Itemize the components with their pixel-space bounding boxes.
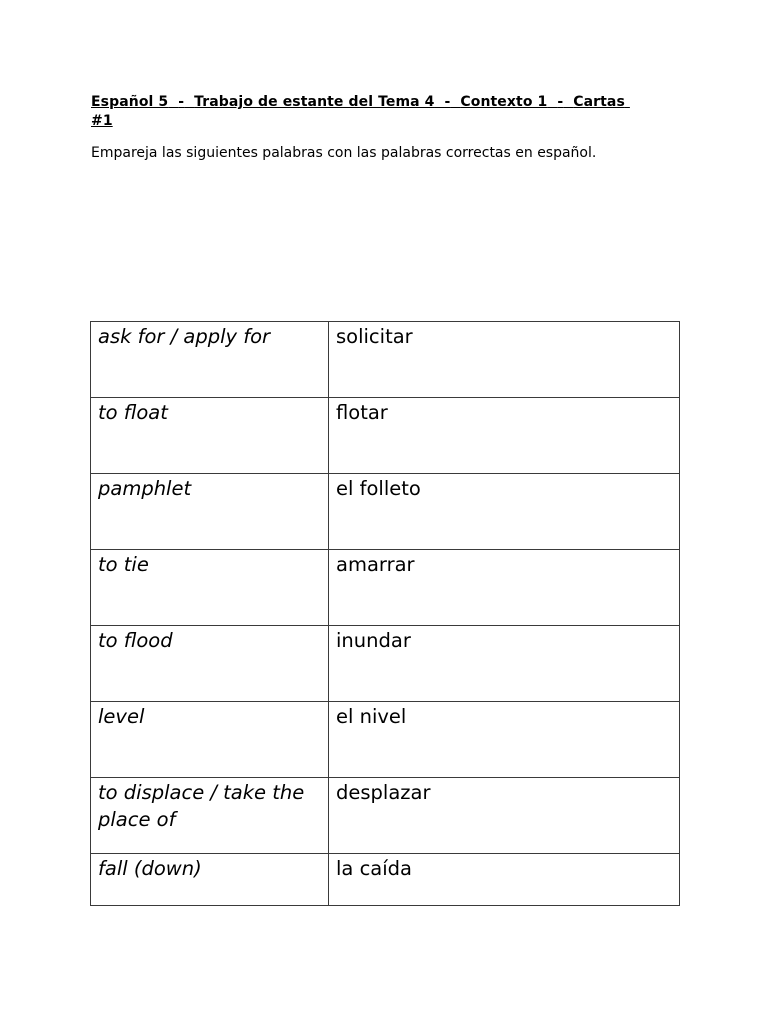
english-term: ask for / apply for: [91, 322, 329, 398]
english-term: level: [91, 702, 329, 778]
english-term: fall (down): [91, 854, 329, 906]
spanish-term: solicitar: [329, 322, 680, 398]
table-row: [91, 778, 680, 854]
spanish-term: el folleto: [329, 474, 680, 550]
english-term: to tie: [91, 550, 329, 626]
table-row: [91, 322, 680, 398]
table-row: [91, 854, 680, 906]
title-number: #1: [91, 113, 113, 129]
table-row: [91, 474, 680, 550]
table-row: [91, 550, 680, 626]
title-cards: Cartas: [573, 94, 625, 110]
vocabulary-table: [90, 321, 680, 906]
spanish-term: flotar: [329, 398, 680, 474]
title-separator: -: [178, 94, 185, 110]
english-term: to displace / take the place of: [91, 778, 329, 854]
instructions: Empareja las siguientes palabras con las palabras correctas en español.: [91, 145, 597, 161]
title-separator: -: [444, 94, 451, 110]
title-assignment: Trabajo de estante del Tema 4: [194, 94, 435, 110]
spanish-term: el nivel: [329, 702, 680, 778]
title-context: Contexto 1: [460, 94, 548, 110]
spanish-term: inundar: [329, 626, 680, 702]
worksheet-title: [91, 93, 681, 131]
title-course: Español 5: [91, 94, 169, 110]
table-row: [91, 398, 680, 474]
table-row: [91, 626, 680, 702]
spanish-term: la caída: [329, 854, 680, 906]
english-term: to flood: [91, 626, 329, 702]
title-separator: -: [557, 94, 564, 110]
spanish-term: desplazar: [329, 778, 680, 854]
spanish-term: amarrar: [329, 550, 680, 626]
english-term: pamphlet: [91, 474, 329, 550]
table-row: [91, 702, 680, 778]
english-term: to float: [91, 398, 329, 474]
